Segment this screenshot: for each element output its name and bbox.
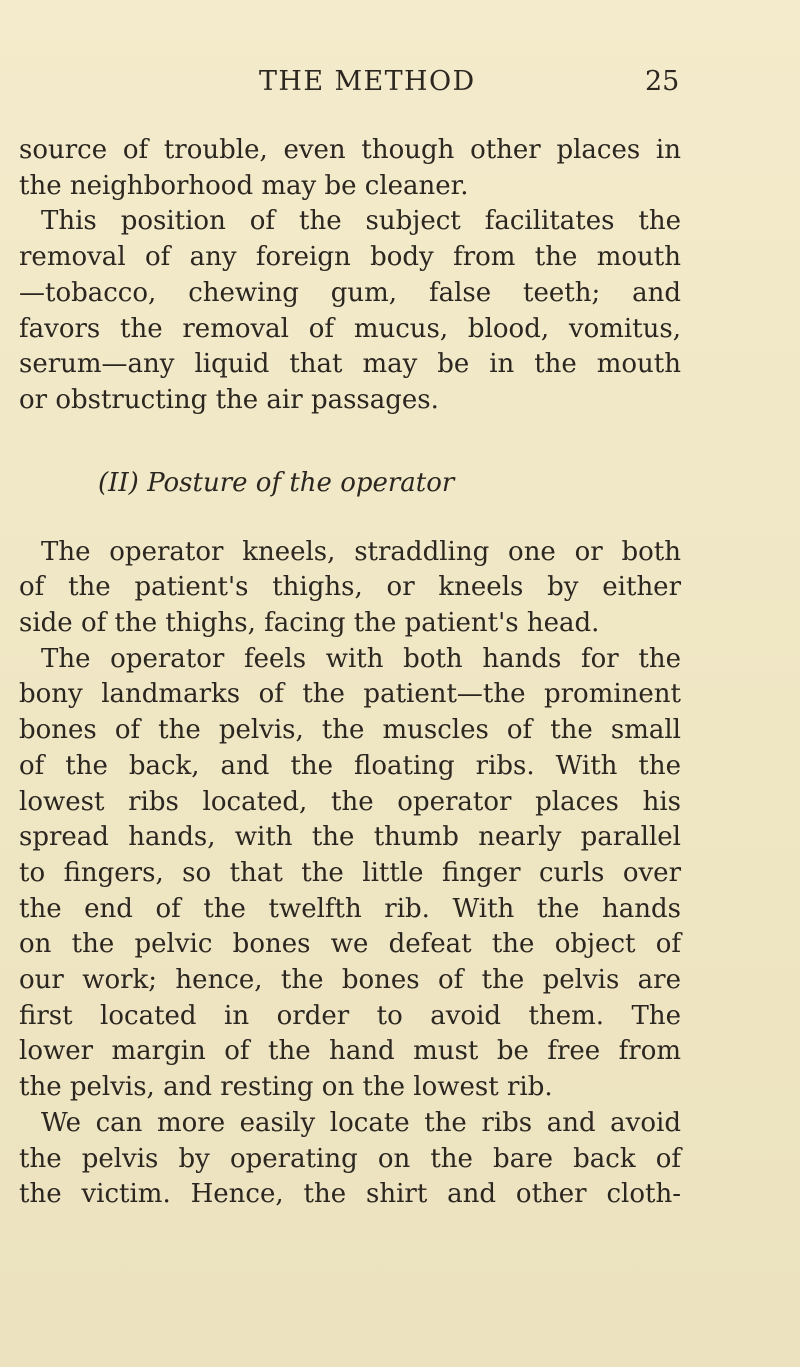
- text-line: of the patient's thighs, or kneels by either: [19, 572, 681, 603]
- text-line: the pelvis by operating on the bare back of: [19, 1143, 681, 1174]
- text-line: the neighborhood may be cleaner.: [19, 170, 469, 201]
- text-line: of the back, and the floating ribs. With the: [19, 750, 681, 781]
- text-line: favors the removal of mucus, blood, vomitus,: [19, 313, 681, 344]
- paragraph-continuation: [19, 133, 681, 204]
- body-text: [19, 133, 681, 1213]
- text-line: spread hands, with the thumb nearly parallel: [19, 822, 681, 853]
- text-line: lower margin of the hand must be free from: [19, 1036, 681, 1067]
- text-line: on the pelvic bones we defeat the object of: [19, 929, 681, 960]
- text-line: This position of the subject facilitates the: [41, 206, 681, 237]
- text-line: side of the thighs, facing the patient's head.: [19, 608, 600, 639]
- text-line: removal of any foreign body from the mouth: [19, 242, 681, 273]
- text-line: lowest ribs located, the operator places his: [19, 786, 681, 817]
- text-line: first located in order to avoid them. The: [19, 1000, 681, 1031]
- paragraph-bare-back: [19, 1106, 681, 1213]
- section-heading: (II) Posture of the operator: [98, 467, 455, 498]
- text-line: The operator feels with both hands for the: [41, 643, 681, 674]
- text-line: bony landmarks of the patient—the prominent: [19, 679, 681, 710]
- page-number: 25: [645, 66, 680, 97]
- text-line: We can more easily locate the ribs and avoid: [41, 1107, 681, 1138]
- text-line: —tobacco, chewing gum, false teeth; and: [19, 277, 681, 308]
- paragraph-landmarks: [19, 642, 681, 1106]
- text-line: the victim. Hence, the shirt and other cloth-: [19, 1179, 681, 1210]
- text-line: source of trouble, even though other places in: [19, 135, 681, 165]
- paragraph-position: [19, 204, 681, 418]
- text-line: bones of the pelvis, the muscles of the small: [19, 715, 681, 746]
- text-line: to fingers, so that the little finger curls over: [19, 857, 681, 888]
- text-line: the end of the twelfth rib. With the hands: [19, 893, 681, 924]
- paragraph-kneeling: [19, 535, 681, 642]
- text-line: the pelvis, and resting on the lowest rib.: [19, 1072, 553, 1103]
- running-head: [0, 62, 800, 102]
- running-title: THE METHOD: [259, 66, 476, 97]
- text-line: or obstructing the air passages.: [19, 384, 439, 415]
- text-line: The operator kneels, straddling one or both: [41, 536, 681, 567]
- text-line: serum—any liquid that may be in the mouth: [19, 349, 681, 380]
- text-line: our work; hence, the bones of the pelvis are: [19, 965, 681, 996]
